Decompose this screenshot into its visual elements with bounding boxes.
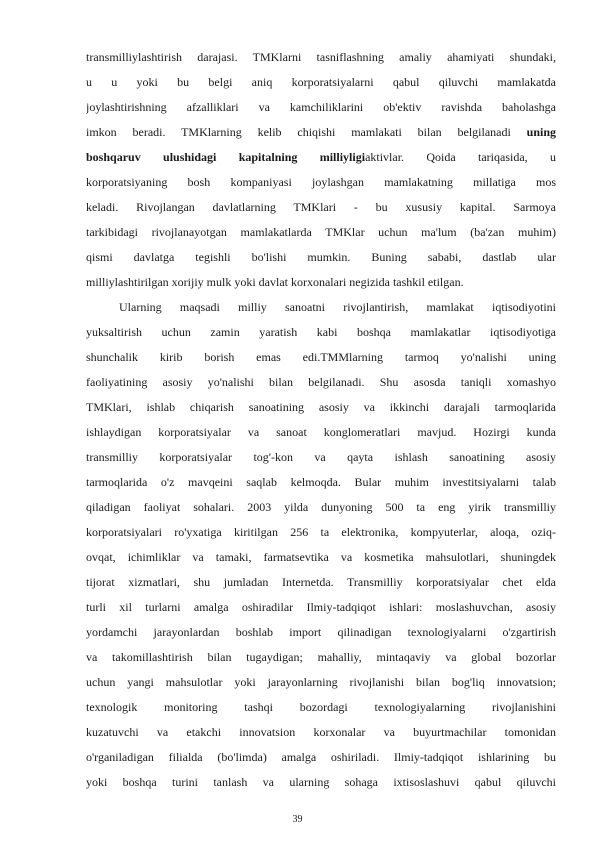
text-line-4-main: imkon beradi. TMKlarning kelib chiqishi mamlakati bilan belgilanadi bbox=[86, 125, 511, 139]
text-line-14: faoliyatining asosiy yo'nalishi bilan belgilanadi. Shu asosda taniqli xomashyo bbox=[86, 375, 556, 389]
text-line-5 bbox=[86, 148, 556, 166]
text-line-22: tijorat xizmatlari, shu jumladan Internetda. Transmilliy korporatsiyalar chet elda bbox=[86, 575, 556, 589]
text-line-7: keladi. Rivojlangan davlatlarning TMKlari - bu xususiy kapital. Sarmoya bbox=[86, 200, 556, 214]
text-line-21: ovqat, ichimliklar va tamaki, farmatsevtika va kosmetika mahsulotlari, shuningdek bbox=[86, 550, 556, 564]
text-line-23: turli xil turlarni amalga oshiradilar Ilmiy-tadqiqot ishlari: moslashuvchan, asosiy bbox=[86, 600, 556, 614]
text-line-5-bold: boshqaruv ulushidagi kapitalning milliyligi bbox=[86, 150, 366, 164]
text-line-17: transmilliy korporatsiyalar tog'-kon va qayta ishlash sanoatining asosiy bbox=[86, 450, 556, 464]
text-line-9: qismi davlatga tegishli bo'lishi mumkin. Buning sababi, dastlab ular bbox=[86, 250, 556, 264]
text-line-18: tarmoqlarida o'z mavqeini saqlab kelmoqda. Bular muhim investitsiyalarni talab bbox=[86, 475, 556, 489]
text-line-4-bold: uning bbox=[526, 125, 556, 139]
text-line-28: kuzatuvchi va etakchi innovatsion korxonalar va buyurtmachilar tomonidan bbox=[86, 725, 556, 739]
text-line-19: qiladigan faoliyat sohalari. 2003 yilda dunyoning 500 ta eng yirik transmilliy bbox=[86, 500, 556, 514]
text-line-13: shunchalik kirib borish emas edi.TMMlarning tarmoq yo'nalishi uning bbox=[86, 350, 556, 364]
text-line-4 bbox=[86, 123, 556, 141]
text-line-27: texnologik monitoring tashqi bozordagi texnologiyalarning rivojlanishini bbox=[86, 700, 556, 714]
text-line-24: yordamchi jarayonlardan boshlab import qilinadigan texnologiyalarni o'zgartirish bbox=[86, 625, 556, 639]
page-number: 39 bbox=[292, 814, 303, 825]
text-line-5-tail: aktivlar. Qoida tariqasida, u bbox=[365, 150, 556, 164]
text-line-29: o'rganiladigan filialda (bo'limda) amalga oshiriladi. Ilmiy-tadqiqot ishlarining bu bbox=[86, 750, 556, 764]
text-line-6: korporatsiyaning bosh kompaniyasi joylashgan mamlakatning millatiga mos bbox=[86, 175, 556, 189]
text-line-3: joylashtirishning afzalliklari va kamchiliklarini ob'ektiv ravishda baholashga bbox=[86, 100, 556, 114]
text-line-26: uchun yangi mahsulotlar yoki jarayonlarning rivojlanishi bilan bog'liq innovatsion; bbox=[86, 675, 556, 689]
text-line-20: korporatsiyalari ro'yxatiga kiritilgan 256 ta elektronika, kompyuterlar, aloqa, oziq- bbox=[86, 525, 556, 539]
text-line-15: TMKlari, ishlab chiqarish sanoatining asosiy va ikkinchi darajali tarmoqlarida bbox=[86, 400, 556, 414]
text-line-8: tarkibidagi rivojlanayotgan mamlakatlarda TMKlar uchun ma'lum (ba'zan muhim) bbox=[86, 225, 556, 239]
text-line-10: milliylashtirilgan xorijiy mulk yoki davlat korxonalari negizida tashkil etilgan. bbox=[86, 275, 464, 289]
text-line-12: yuksaltirish uchun zamin yaratish kabi boshqa mamlakatlar iqtisodiyotiga bbox=[86, 325, 556, 339]
text-line-11: Ularning maqsadi milliy sanoatni rivojlantirish, mamlakat iqtisodiyotini bbox=[119, 300, 556, 314]
text-line-1: transmilliylashtirish darajasi. TMKlarni tasniflashning amaliy ahamiyati shundaki, bbox=[86, 50, 556, 64]
text-line-16: ishlaydigan korporatsiyalar va sanoat konglomeratlari mavjud. Hozirgi kunda bbox=[86, 425, 556, 439]
text-line-30: yoki boshqa turini tanlash va ularning sohaga ixtisoslashuvi qabul qiluvchi bbox=[86, 775, 556, 789]
text-line-2: u u yoki bu belgi aniq korporatsiyalarni qabul qiluvchi mamlakatda bbox=[86, 75, 556, 89]
text-line-25: va takomillashtirish bilan tugaydigan; mahalliy, mintaqaviy va global bozorlar bbox=[86, 650, 556, 664]
